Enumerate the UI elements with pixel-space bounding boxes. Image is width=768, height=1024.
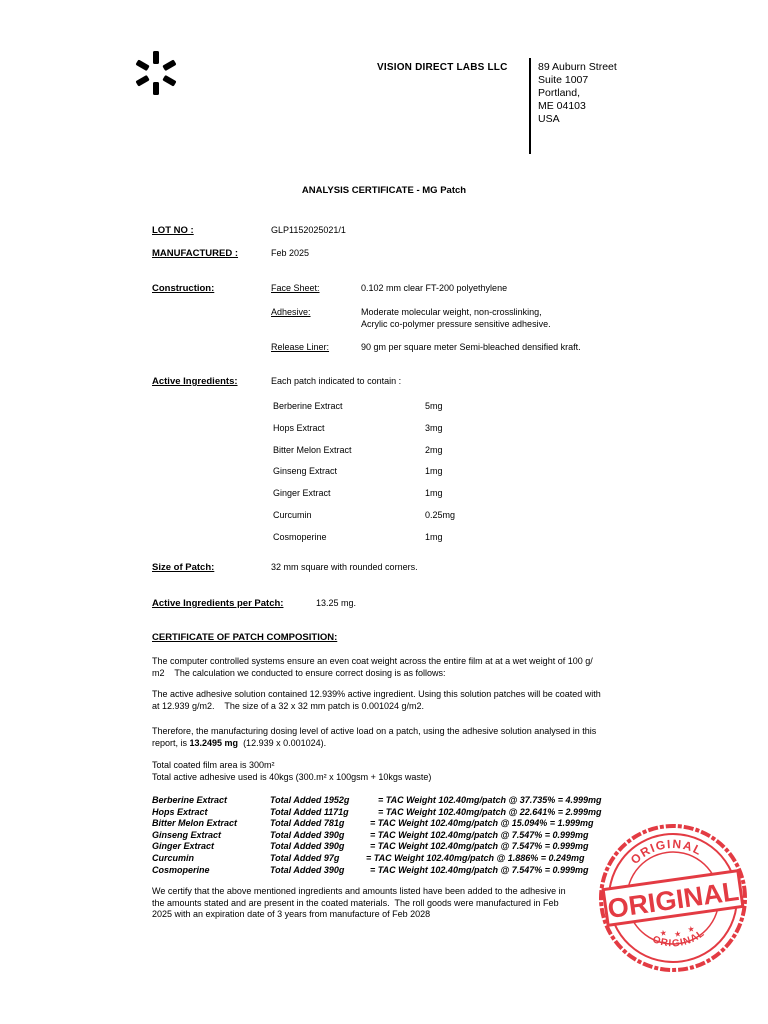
certificate-paragraph-4	[152, 760, 662, 783]
paragraph-line: the amounts stated and are present in the coated materials. The roll goods were manufactured in Feb	[152, 897, 559, 908]
totals-ingredient: Hops Extract	[152, 806, 208, 817]
paragraph-text: (12.939 x 0.001024).	[238, 737, 327, 748]
totals-calc: = TAC Weight 102.40mg/patch @ 7.547% = 0.999mg	[370, 864, 589, 875]
closing-paragraph	[152, 886, 622, 921]
header-divider	[529, 58, 531, 154]
address-line: Suite 1007	[538, 74, 589, 86]
totals-added: Total Added 390g	[270, 864, 345, 875]
dosing-level-value: 13.2495 mg	[189, 737, 239, 748]
stamp-bottom-text: ORIGINAL	[650, 927, 708, 950]
star-icon: ★	[673, 929, 682, 940]
size-of-patch-value: 32 mm square with rounded corners.	[271, 562, 418, 572]
address-line: Portland,	[538, 87, 581, 99]
totals-ingredient: Cosmoperine	[152, 864, 210, 875]
totals-ingredient: Bitter Melon Extract	[152, 818, 238, 829]
ingredient-amount: 5mg	[425, 401, 443, 411]
per-patch-label: Active Ingredients per Patch:	[152, 598, 284, 609]
star-icon: ★	[686, 924, 696, 935]
ingredient-amount: 0.25mg	[425, 510, 456, 520]
asterisk-logo-icon	[133, 51, 179, 95]
address-line: ME 04103	[538, 100, 586, 112]
construction-label: Construction:	[152, 283, 215, 294]
ingredient-name: Curcumin	[273, 510, 312, 520]
star-icon: ★	[659, 928, 668, 939]
totals-ingredient: Curcumin	[152, 852, 195, 863]
face-sheet-value: 0.102 mm clear FT-200 polyethylene	[361, 283, 508, 293]
totals-added: Total Added 1952g	[270, 795, 350, 805]
totals-added: Total Added 97g	[270, 852, 340, 863]
paragraph-line	[152, 738, 662, 750]
company-name: VISION DIRECT LABS LLC	[377, 62, 508, 73]
document-title: ANALYSIS CERTIFICATE - MG Patch	[301, 185, 467, 196]
ingredient-name: Hops Extract	[273, 423, 325, 433]
totals-calc: = TAC Weight 102.40mg/patch @ 7.547% = 0.999mg	[370, 841, 589, 852]
ingredient-amount: 1mg	[425, 532, 443, 542]
adhesive-line-1: Moderate molecular weight, non-crosslinking,	[361, 307, 542, 317]
totals-calc: = TAC Weight 102.40mg/patch @ 22.641% = 2.999mg	[378, 806, 602, 817]
totals-added: Total Added 781g	[270, 818, 345, 829]
ingredient-amount: 2mg	[425, 445, 443, 455]
paragraph-line: 2025 with an expiration date of 3 years from manufacture of Feb 2028	[152, 909, 431, 919]
size-of-patch-label: Size of Patch:	[152, 562, 215, 573]
totals-calc: = TAC Weight 102.40mg/patch @ 1.886% = 0.249mg	[366, 852, 585, 863]
totals-added: Total Added 390g	[270, 829, 345, 840]
release-liner-value: 90 gm per square meter Semi-bleached densified kraft.	[361, 342, 581, 352]
per-patch-value: 13.25 mg.	[316, 598, 357, 608]
ingredient-name: Ginseng Extract	[273, 466, 338, 476]
totals-calc: = TAC Weight 102.40mg/patch @ 15.094% = 1.999mg	[370, 818, 594, 829]
totals-calc: = TAC Weight 102.40mg/patch @ 37.735% = 4.999mg	[378, 795, 602, 805]
adhesive-line-2: Acrylic co-polymer pressure sensitive adhesive.	[361, 319, 551, 329]
paragraph-line: We certify that the above mentioned ingredients and amounts listed have been added to the adhesive in	[152, 886, 566, 896]
totals-added: Total Added 390g	[270, 841, 345, 852]
paragraph-text: report, is	[152, 737, 190, 748]
certificate-paragraph-2	[152, 689, 662, 712]
manufactured-label: MANUFACTURED :	[152, 248, 239, 259]
totals-added: Total Added 1171g	[270, 806, 349, 817]
film-area-line: Total coated film area is 300m²	[152, 760, 275, 770]
totals-calc: = TAC Weight 102.40mg/patch @ 7.547% = 0.999mg	[370, 829, 589, 840]
ingredient-name: Cosmoperine	[273, 532, 327, 542]
paragraph-line: Therefore, the manufacturing dosing level of active load on a patch, using the adhesive solution analysed in this	[152, 726, 597, 736]
certificate-paragraph-3	[152, 726, 662, 749]
lot-value: GLP1152025021/1	[271, 225, 346, 235]
paragraph-line: m2 The calculation we conducted to ensure correct dosing is as follows:	[152, 667, 446, 678]
face-sheet-label: Face Sheet:	[271, 283, 320, 293]
release-liner-label: Release Liner:	[271, 342, 330, 352]
paragraph-line: The active adhesive solution contained 12.939% active ingredient. Using this solution patches will be coated with	[152, 689, 601, 699]
stamp-top-text: ORIGINAL	[627, 836, 706, 867]
paragraph-line: at 12.939 g/m2. The size of a 32 x 32 mm patch is 0.001024 g/m2.	[152, 700, 424, 711]
active-ingredients-label: Active Ingredients:	[152, 376, 238, 387]
totals-ingredient: Berberine Extract	[152, 795, 228, 805]
adhesive-label: Adhesive:	[271, 307, 311, 317]
paragraph-line: The computer controlled systems ensure an even coat weight across the entire film at at a wet weight of 100 g/	[152, 656, 593, 666]
address-line: 89 Auburn Street	[538, 61, 617, 73]
lot-label: LOT NO :	[152, 225, 194, 236]
ingredient-amount: 3mg	[425, 423, 443, 433]
totals-ingredient: Ginger Extract	[152, 841, 215, 852]
stamp-main-text: ORIGINAL	[605, 875, 741, 925]
ingredient-amount: 1mg	[425, 488, 443, 498]
totals-ingredient: Ginseng Extract	[152, 829, 222, 840]
certificate-paragraph-1	[152, 656, 662, 679]
ingredient-name: Ginger Extract	[273, 488, 331, 498]
company-address	[538, 61, 617, 126]
address-line: USA	[538, 113, 560, 125]
ingredient-name: Bitter Melon Extract	[273, 445, 352, 455]
adhesive-used-line: Total active adhesive used is 40kgs (300.m² x 100gsm + 10kgs waste)	[152, 771, 432, 782]
ingredient-amount: 1mg	[425, 466, 443, 476]
original-stamp	[597, 822, 749, 974]
certificate-heading: CERTIFICATE OF PATCH COMPOSITION:	[152, 632, 338, 643]
active-ingredients-intro: Each patch indicated to contain :	[271, 376, 402, 386]
ingredient-name: Berberine Extract	[273, 401, 343, 411]
manufactured-value: Feb 2025	[271, 248, 310, 258]
